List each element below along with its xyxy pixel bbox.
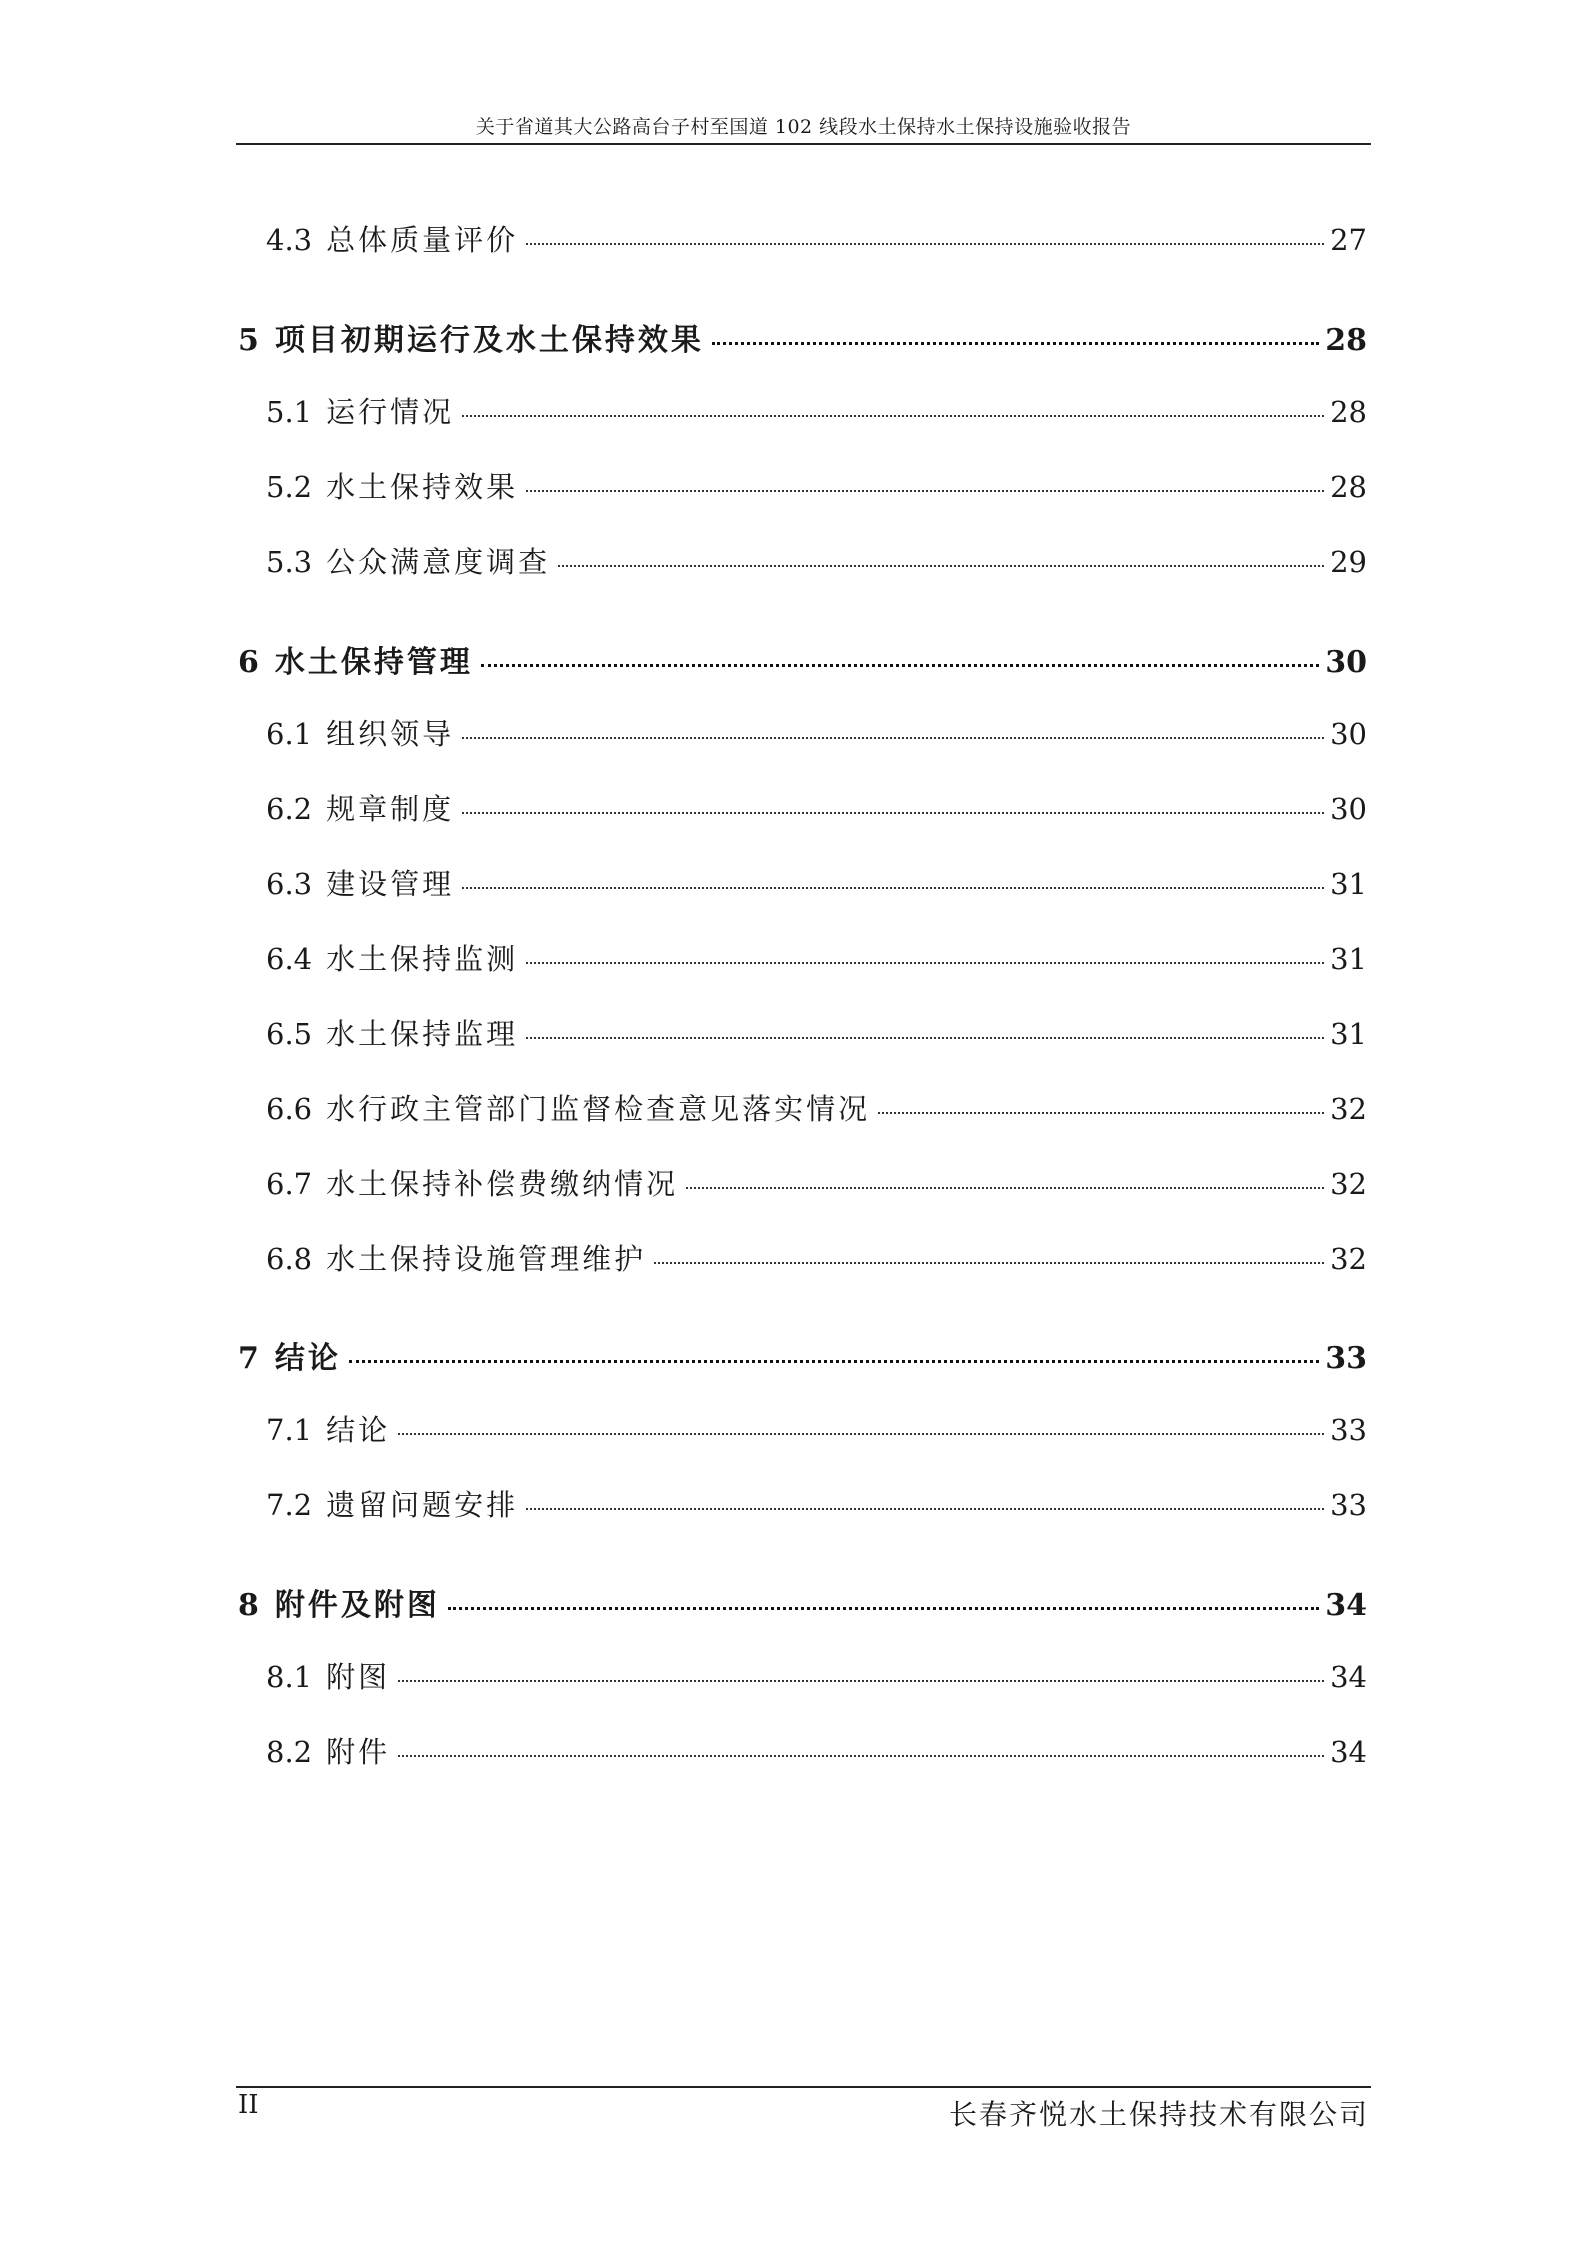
toc-dot-leader [878, 1112, 1324, 1114]
toc-chapter-title: 附件及附图 [274, 1588, 440, 1623]
toc-entry-page: 31 [1330, 1017, 1367, 1051]
toc-entry-6-1[interactable] [266, 712, 1367, 756]
toc-entry-page: 33 [1330, 1413, 1367, 1447]
toc-entry-title: 规章制度 [326, 792, 455, 826]
toc-entry-title: 遗留问题安排 [326, 1488, 519, 1522]
toc-entry-title: 水土保持监测 [326, 942, 519, 976]
toc-entry-number: 6.2 [266, 792, 313, 826]
toc-dot-leader [398, 1680, 1324, 1682]
toc-entry-number: 6.1 [266, 717, 313, 751]
toc-entry-6-6[interactable] [266, 1087, 1367, 1131]
toc-entry-6-8[interactable] [266, 1237, 1367, 1281]
toc-dot-leader [481, 664, 1319, 667]
toc-chapter-title: 水土保持管理 [274, 645, 473, 680]
toc-dot-leader [462, 887, 1324, 889]
toc-entry-page: 31 [1330, 867, 1367, 901]
toc-entry-5-2[interactable] [266, 465, 1367, 509]
toc-entry-6-4[interactable] [266, 937, 1367, 981]
toc-dot-leader [398, 1433, 1324, 1435]
toc-entry-page: 31 [1330, 942, 1367, 976]
toc-chapter-number: 7 [238, 1341, 259, 1376]
toc-dot-leader [398, 1755, 1324, 1757]
toc-entry-number: 7.1 [266, 1413, 313, 1447]
toc-entry-title: 附图 [326, 1660, 391, 1694]
toc-dot-leader [526, 243, 1324, 245]
toc-entry-7-2[interactable] [266, 1483, 1367, 1527]
toc-chapter-number: 8 [238, 1588, 259, 1623]
toc-entry-title: 组织领导 [326, 717, 455, 751]
toc-dot-leader [448, 1607, 1319, 1610]
footer-company-name: 长春齐悦水土保持技术有限公司 [948, 2098, 1369, 2131]
toc-chapter-page: 33 [1325, 1341, 1367, 1376]
toc-dot-leader [712, 342, 1319, 345]
toc-entry-number: 5.1 [266, 395, 313, 429]
toc-chapter-7[interactable] [238, 1333, 1367, 1377]
toc-dot-leader [654, 1262, 1324, 1264]
toc-entry-page: 32 [1330, 1242, 1367, 1276]
toc-entry-5-1[interactable] [266, 390, 1367, 434]
toc-entry-page: 30 [1330, 792, 1367, 826]
toc-entry-title: 结论 [326, 1413, 391, 1447]
toc-chapter-page: 28 [1325, 323, 1367, 358]
toc-entry-number: 5.2 [266, 470, 313, 504]
toc-entry-title: 运行情况 [326, 395, 455, 429]
toc-entry-number: 5.3 [266, 545, 313, 579]
toc-chapter-5[interactable] [238, 315, 1367, 359]
toc-entry-6-2[interactable] [266, 787, 1367, 831]
toc-entry-page: 33 [1330, 1488, 1367, 1522]
toc-chapter-8[interactable] [238, 1580, 1367, 1624]
toc-entry-8-2[interactable] [266, 1730, 1367, 1774]
toc-chapter-title: 结论 [274, 1341, 341, 1376]
toc-chapter-title: 项目初期运行及水土保持效果 [274, 323, 704, 358]
toc-entry-title: 水土保持效果 [326, 470, 519, 504]
toc-entry-title: 建设管理 [326, 867, 455, 901]
header-title: 关于省道其大公路高台子村至国道 102 线段水土保持水土保持设施验收报告 [475, 116, 1132, 138]
toc-dot-leader [526, 1508, 1324, 1510]
toc-dot-leader [526, 490, 1324, 492]
toc-dot-leader [558, 565, 1324, 567]
footer-divider [236, 2086, 1371, 2088]
toc-entry-title: 公众满意度调查 [326, 545, 551, 579]
toc-entry-number: 6.5 [266, 1017, 313, 1051]
toc-entry-page: 34 [1330, 1660, 1367, 1694]
toc-entry-title: 水行政主管部门监督检查意见落实情况 [326, 1092, 871, 1126]
toc-entry-7-1[interactable] [266, 1408, 1367, 1452]
toc-dot-leader [462, 812, 1324, 814]
toc-entry-page: 27 [1330, 223, 1367, 257]
toc-entry-4-3[interactable] [266, 218, 1367, 262]
toc-entry-page: 32 [1330, 1092, 1367, 1126]
toc-chapter-page: 30 [1325, 645, 1367, 680]
toc-entry-6-3[interactable] [266, 862, 1367, 906]
toc-entry-6-5[interactable] [266, 1012, 1367, 1056]
toc-dot-leader [526, 1037, 1324, 1039]
toc-entry-number: 7.2 [266, 1488, 313, 1522]
toc-entry-number: 6.7 [266, 1167, 313, 1201]
toc-dot-leader [349, 1360, 1319, 1363]
toc-entry-5-3[interactable] [266, 540, 1367, 584]
toc-entry-number: 8.1 [266, 1660, 313, 1694]
toc-dot-leader [686, 1187, 1324, 1189]
toc-entry-number: 8.2 [266, 1735, 313, 1769]
toc-entry-page: 30 [1330, 717, 1367, 751]
toc-entry-8-1[interactable] [266, 1655, 1367, 1699]
toc-entry-title: 水土保持设施管理维护 [326, 1242, 647, 1276]
toc-entry-title: 附件 [326, 1735, 391, 1769]
toc-entry-page: 34 [1330, 1735, 1367, 1769]
toc-dot-leader [526, 962, 1324, 964]
toc-entry-number: 6.8 [266, 1242, 313, 1276]
footer-page-number: II [238, 2090, 259, 2120]
toc-chapter-page: 34 [1325, 1588, 1367, 1623]
toc-entry-number: 4.3 [266, 223, 313, 257]
toc-entry-title: 水土保持监理 [326, 1017, 519, 1051]
toc-dot-leader [462, 415, 1324, 417]
toc-entry-page: 28 [1330, 395, 1367, 429]
toc-entry-title: 总体质量评价 [326, 223, 519, 257]
toc-chapter-6[interactable] [238, 637, 1367, 681]
toc-entry-title: 水土保持补偿费缴纳情况 [326, 1167, 679, 1201]
toc-chapter-number: 5 [238, 323, 259, 358]
toc-entry-page: 29 [1330, 545, 1367, 579]
toc-entry-number: 6.6 [266, 1092, 313, 1126]
toc-entry-number: 6.4 [266, 942, 313, 976]
toc-dot-leader [462, 737, 1324, 739]
toc-entry-page: 28 [1330, 470, 1367, 504]
toc-entry-page: 32 [1330, 1167, 1367, 1201]
toc-chapter-number: 6 [238, 645, 259, 680]
toc-entry-number: 6.3 [266, 867, 313, 901]
toc-entry-6-7[interactable] [266, 1162, 1367, 1206]
